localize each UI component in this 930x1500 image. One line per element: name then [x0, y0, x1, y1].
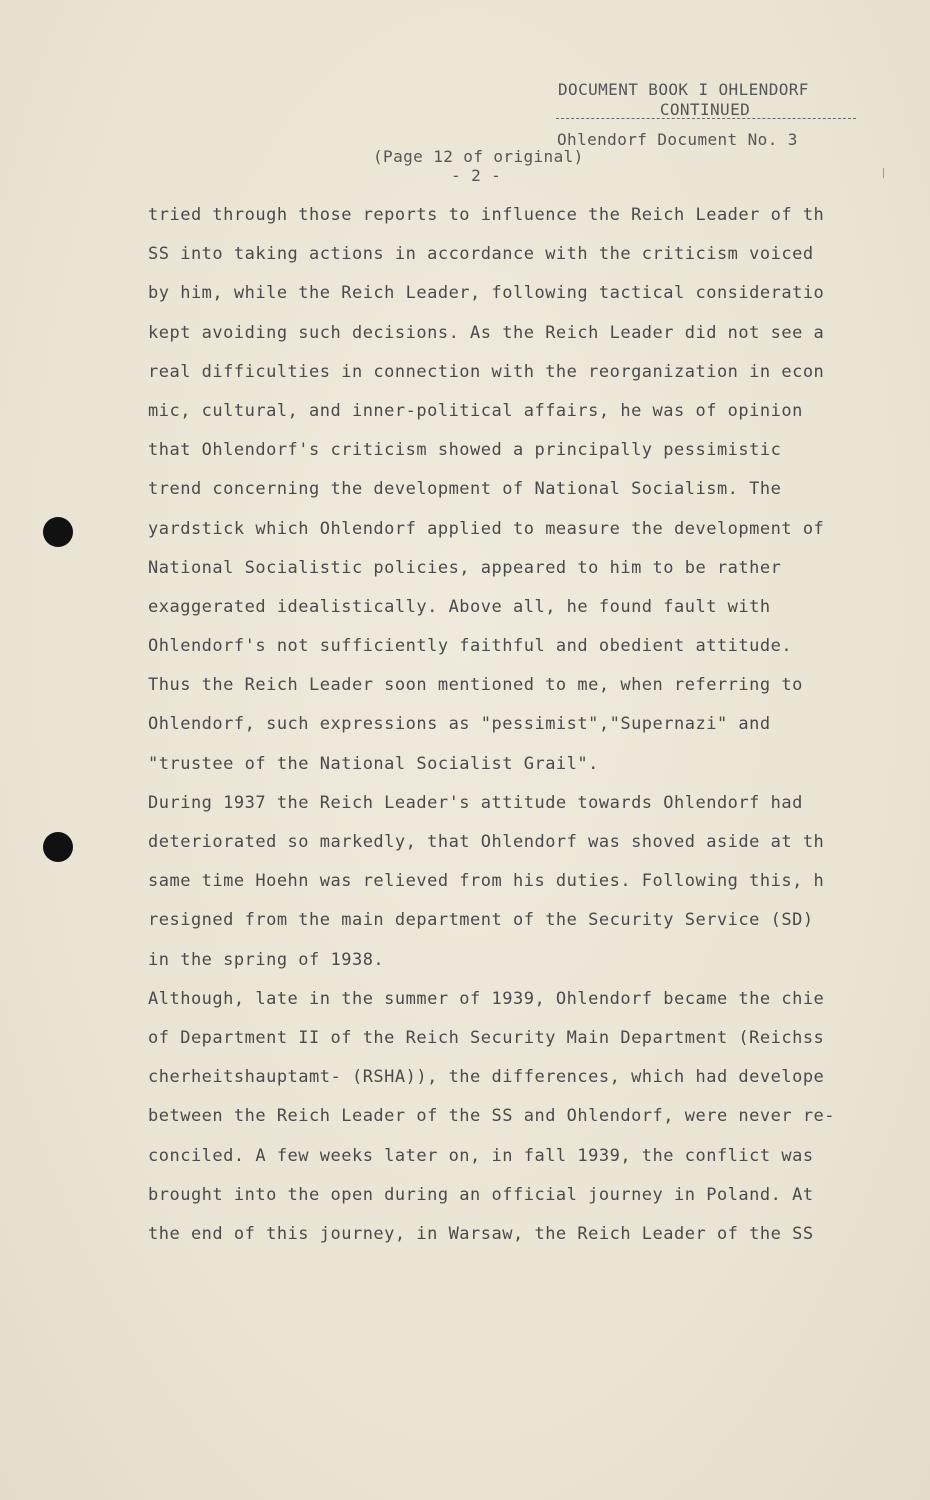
- page-number: - 2 -: [451, 166, 502, 185]
- text-line: by him, while the Reich Leader, following tactical consideratio: [148, 283, 825, 304]
- text-line: Thus the Reich Leader soon mentioned to me, when referring to: [148, 675, 803, 696]
- text-line: kept avoiding such decisions. As the Reich Leader did not see a: [148, 322, 825, 343]
- text-line: the end of this journey, in Warsaw, the Reich Leader of the SS: [148, 1223, 814, 1244]
- text-line: of Department II of the Reich Security Main Department (Reichss: [148, 1027, 825, 1048]
- text-line: cherheitshauptamt- (RSHA)), the differences, which had develope: [148, 1067, 825, 1088]
- document-number: Ohlendorf Document No. 3: [557, 130, 798, 149]
- dashed-divider: [556, 118, 856, 119]
- text-line: "trustee of the National Socialist Grail".: [148, 753, 599, 774]
- text-line: same time Hoehn was relieved from his duties. Following this, h: [148, 871, 825, 892]
- document-book-title: DOCUMENT BOOK I OHLENDORF: [558, 80, 809, 99]
- continued-text: CONTINUED: [659, 100, 751, 119]
- text-line: real difficulties in connection with the reorganization in econ: [148, 361, 825, 382]
- text-line: in the spring of 1938.: [148, 949, 385, 970]
- text-line: trend concerning the development of National Socialism. The: [148, 479, 782, 500]
- text-line: between the Reich Leader of the SS and Ohlendorf, were never re-: [148, 1106, 836, 1127]
- text-line: SS into taking actions in accordance with the criticism voiced: [148, 244, 814, 265]
- text-line: yardstick which Ohlendorf applied to measure the development of: [148, 518, 825, 539]
- punch-hole: [43, 517, 73, 547]
- text-line: National Socialistic policies, appeared to him to be rather: [148, 557, 782, 578]
- text-line: tried through those reports to influence the Reich Leader of th: [148, 205, 825, 225]
- text-line: conciled. A few weeks later on, in fall 1939, the conflict was: [148, 1145, 814, 1166]
- text-line: Although, late in the summer of 1939, Ohlendorf became the chie: [148, 988, 825, 1009]
- text-line: During 1937 the Reich Leader's attitude towards Ohlendorf had: [148, 792, 803, 813]
- continued-label: [555, 100, 855, 120]
- text-line: Ohlendorf, such expressions as "pessimist","Supernazi" and: [148, 714, 771, 735]
- text-line: exaggerated idealistically. Above all, he found fault with: [148, 596, 771, 617]
- text-line: that Ohlendorf's criticism showed a principally pessimistic: [148, 440, 782, 461]
- text-line: brought into the open during an official journey in Poland. At: [148, 1184, 814, 1205]
- original-page-reference: (Page 12 of original): [373, 147, 584, 166]
- document-body: [148, 196, 888, 1254]
- text-line: mic, cultural, and inner-political affairs, he was of opinion: [148, 400, 803, 421]
- text-line: resigned from the main department of the Security Service (SD): [148, 910, 814, 931]
- punch-hole: [43, 832, 73, 862]
- text-line: deteriorated so markedly, that Ohlendorf was shoved aside at th: [148, 832, 825, 852]
- text-line: Ohlendorf's not sufficiently faithful and obedient attitude.: [148, 636, 793, 657]
- margin-mark: [883, 168, 884, 178]
